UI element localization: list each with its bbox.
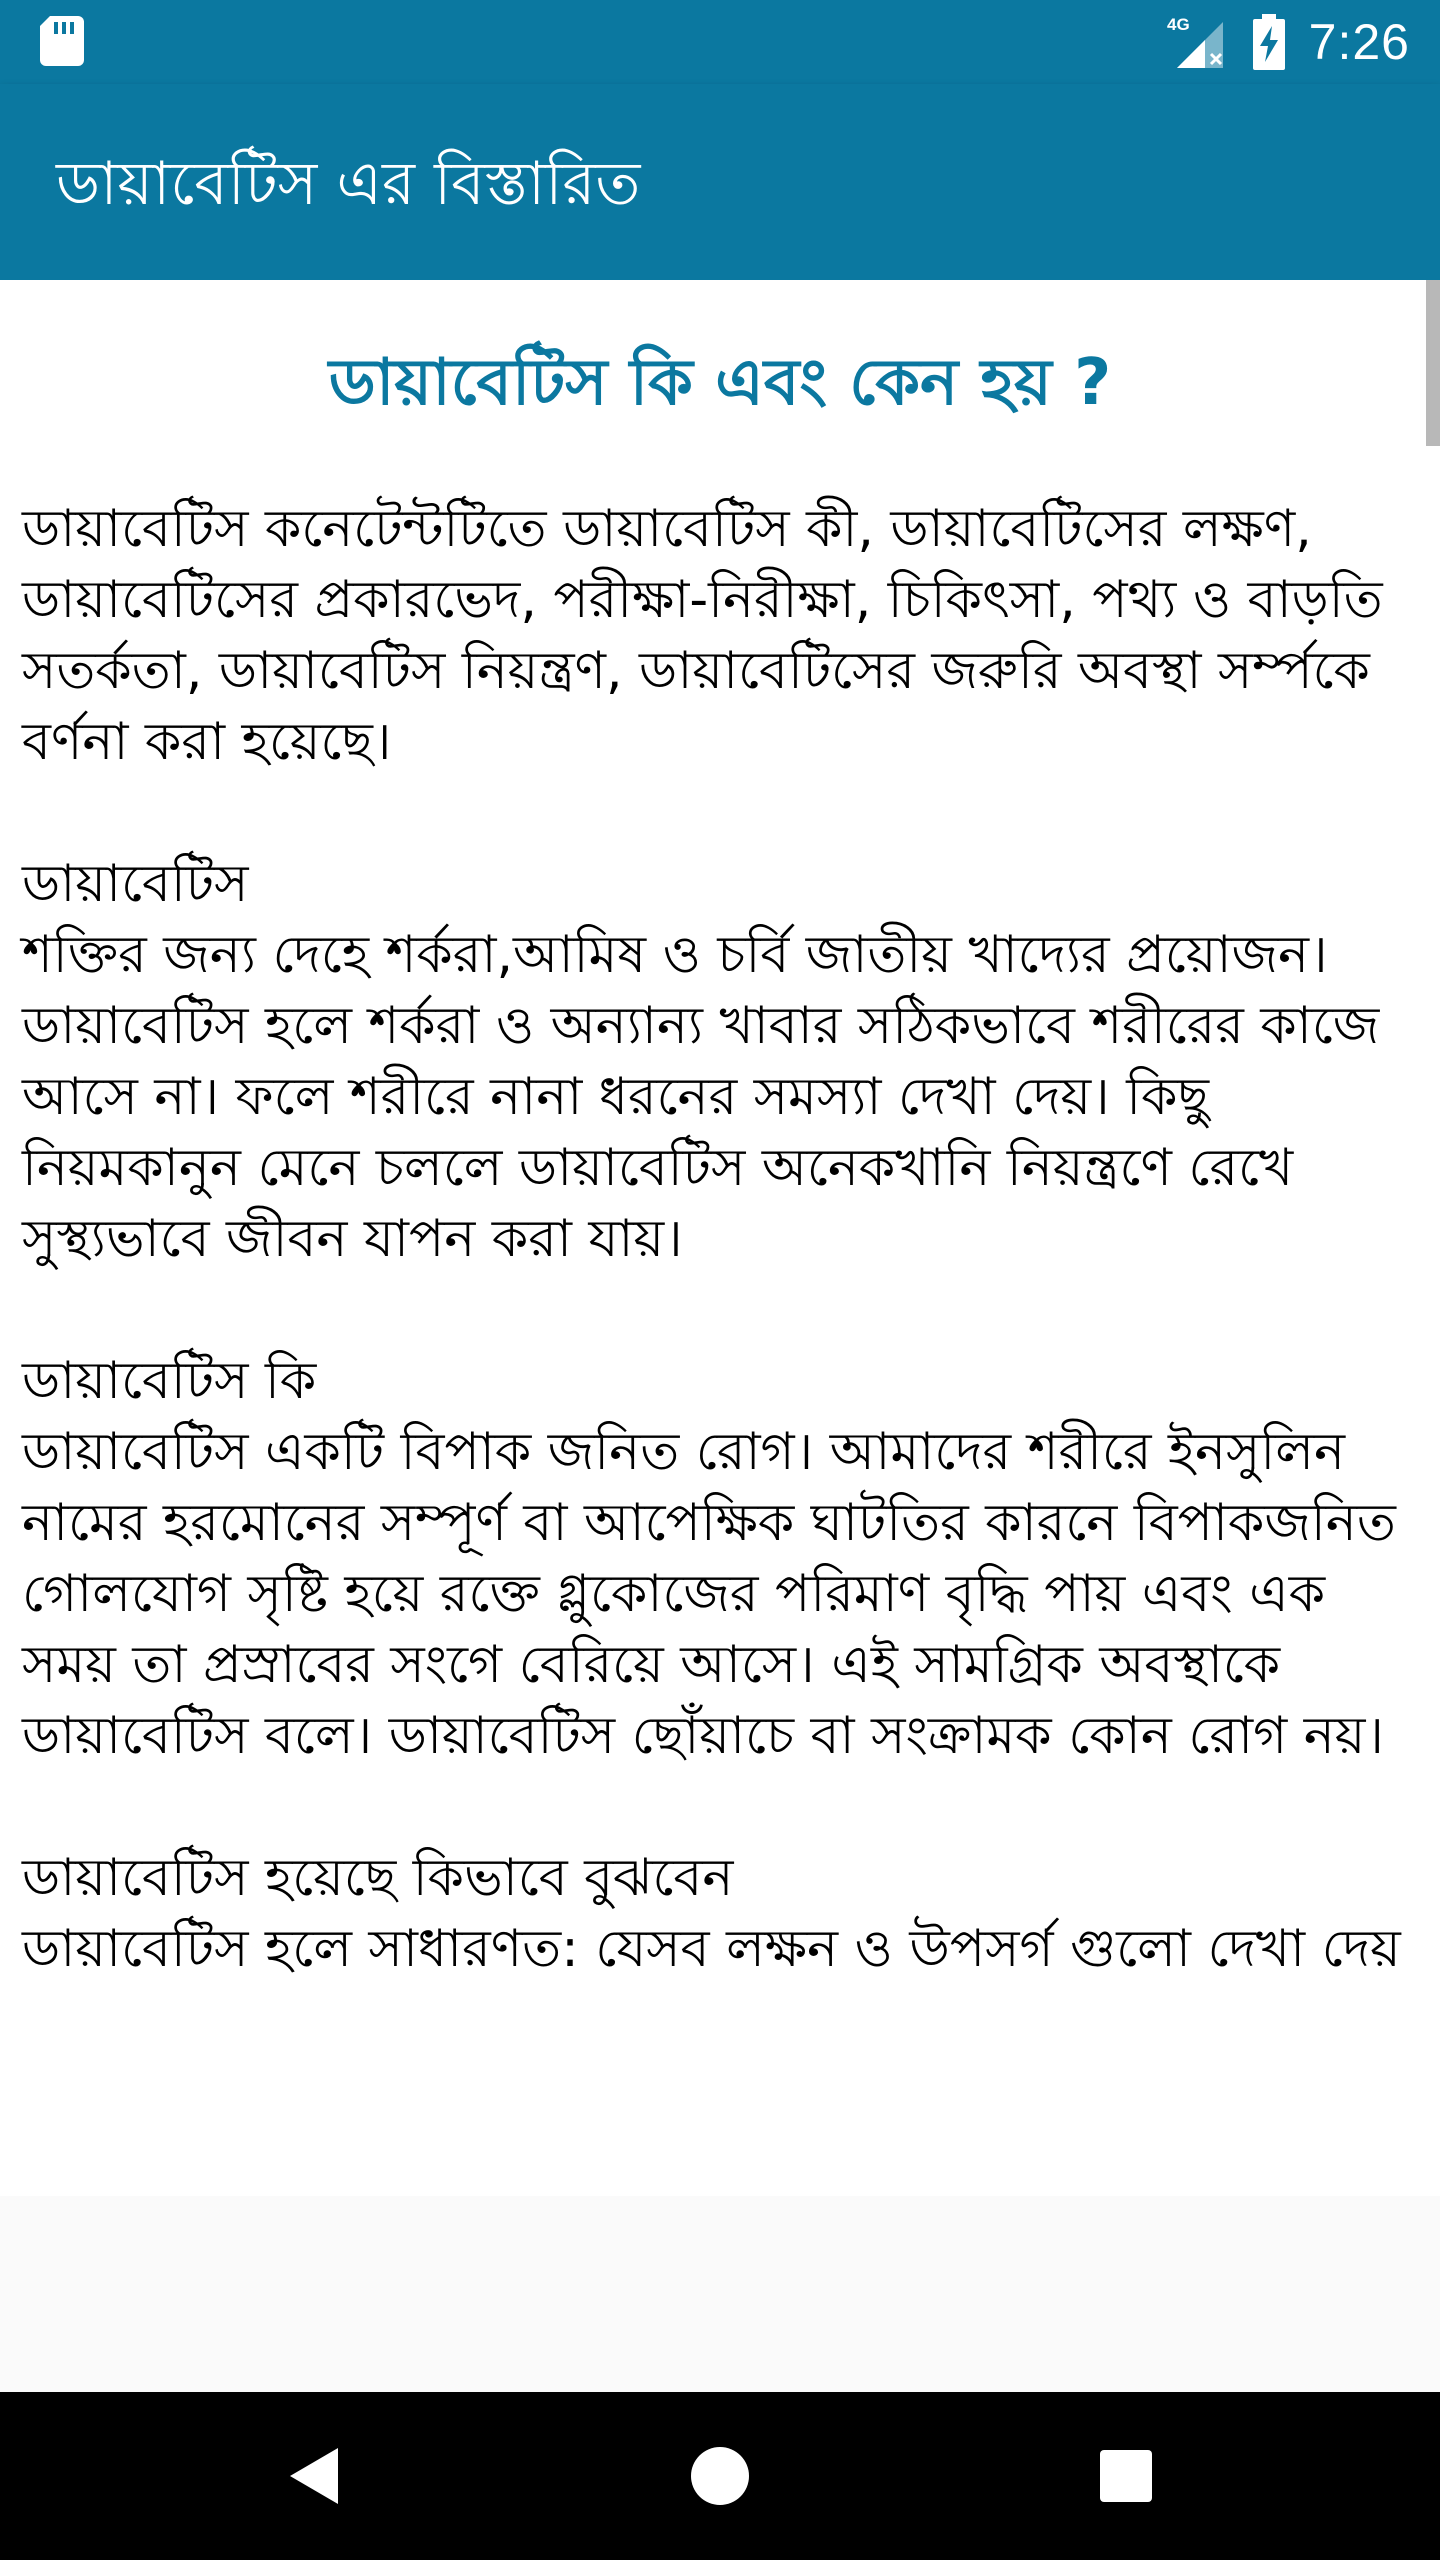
- recents-icon[interactable]: [1086, 2436, 1166, 2516]
- status-bar: [0, 0, 1440, 84]
- status-icons: [1167, 0, 1410, 84]
- home-icon[interactable]: [680, 2436, 760, 2516]
- sd-card-icon: [40, 16, 84, 66]
- page-title: ডায়াবেটিস এর বিস্তারিত: [56, 149, 641, 219]
- article-body: ডায়াবেটিস কনেটেন্টটিতে ডায়াবেটিস কী, ডায়াবেটিসের লক্ষণ, ডায়াবেটিসের প্রকারভেদ, পরীক্ষা-নিরীক্ষা, চিকিৎসা, পথ্য ও বাড়তি সতর্কতা, ডায়াবেটিস নিয়ন্ত্রণ, ডায়াবেটিসের জরুরি অবস্থা সর্ম্পকে বর্ণনা করা হয়েছে। ডায়াবেটিস শক্তির জন্য দেহে শর্করা,আমিষ ও চর্বি জাতীয় খাদ্যের প্রয়োজন। ডায়াবেটিস হলে শর্করা ও অন্যান্য খাবার সঠিকভাবে শরীরের কাজে আসে না। ফলে শরীরে নানা ধরনের সমস্যা দেখা দেয়। কিছু নিয়মকানুন মেনে চললে ডায়াবেটিস অনেকখানি নিয়ন্ত্রণে রেখে সুস্থ্যভাবে জীবন যাপন করা যায়। ডায়াবেটিস কি ডায়াবেটিস একটি বিপাক জনিত রোগ। আমাদের শরীরে ইনসুলিন নামের হরমোনের সম্পূর্ণ বা আপেক্ষিক ঘাটতির কারনে বিপাকজনিত গোলযোগ সৃষ্টি হয়ে রক্তে গ্লুকোজের পরিমাণ বৃদ্ধি পায় এবং এক সময় তা প্রস্রাবের সংগে বেরিয়ে আসে। এই সামগ্রিক অবস্থাকে ডায়াবেটিস বলে। ডায়াবেটিস ছোঁয়াচে বা সংক্রামক কোন রোগ নয়। ডায়াবেটিস হয়েছে কিভাবে বুঝবেন ডায়াবেটিস হলে সাধারণত: যেসব লক্ষন ও উপসর্গ গুলো দেখা দেয়: [22, 499, 1401, 1979]
- content-blank-area: [0, 2196, 1440, 2392]
- signal-icon: [1167, 14, 1229, 70]
- article-scroll-view[interactable]: [0, 280, 1440, 2196]
- network-type: 4G: [1166, 15, 1190, 34]
- back-icon[interactable]: [274, 2436, 354, 2516]
- navigation-bar: [0, 2392, 1440, 2560]
- app-bar: [0, 84, 1440, 280]
- status-clock: 7:26: [1308, 14, 1410, 70]
- article-heading: ডায়াবেটিস কি এবং কেন হয় ?: [328, 346, 1112, 420]
- battery-charging-icon: [1251, 14, 1287, 70]
